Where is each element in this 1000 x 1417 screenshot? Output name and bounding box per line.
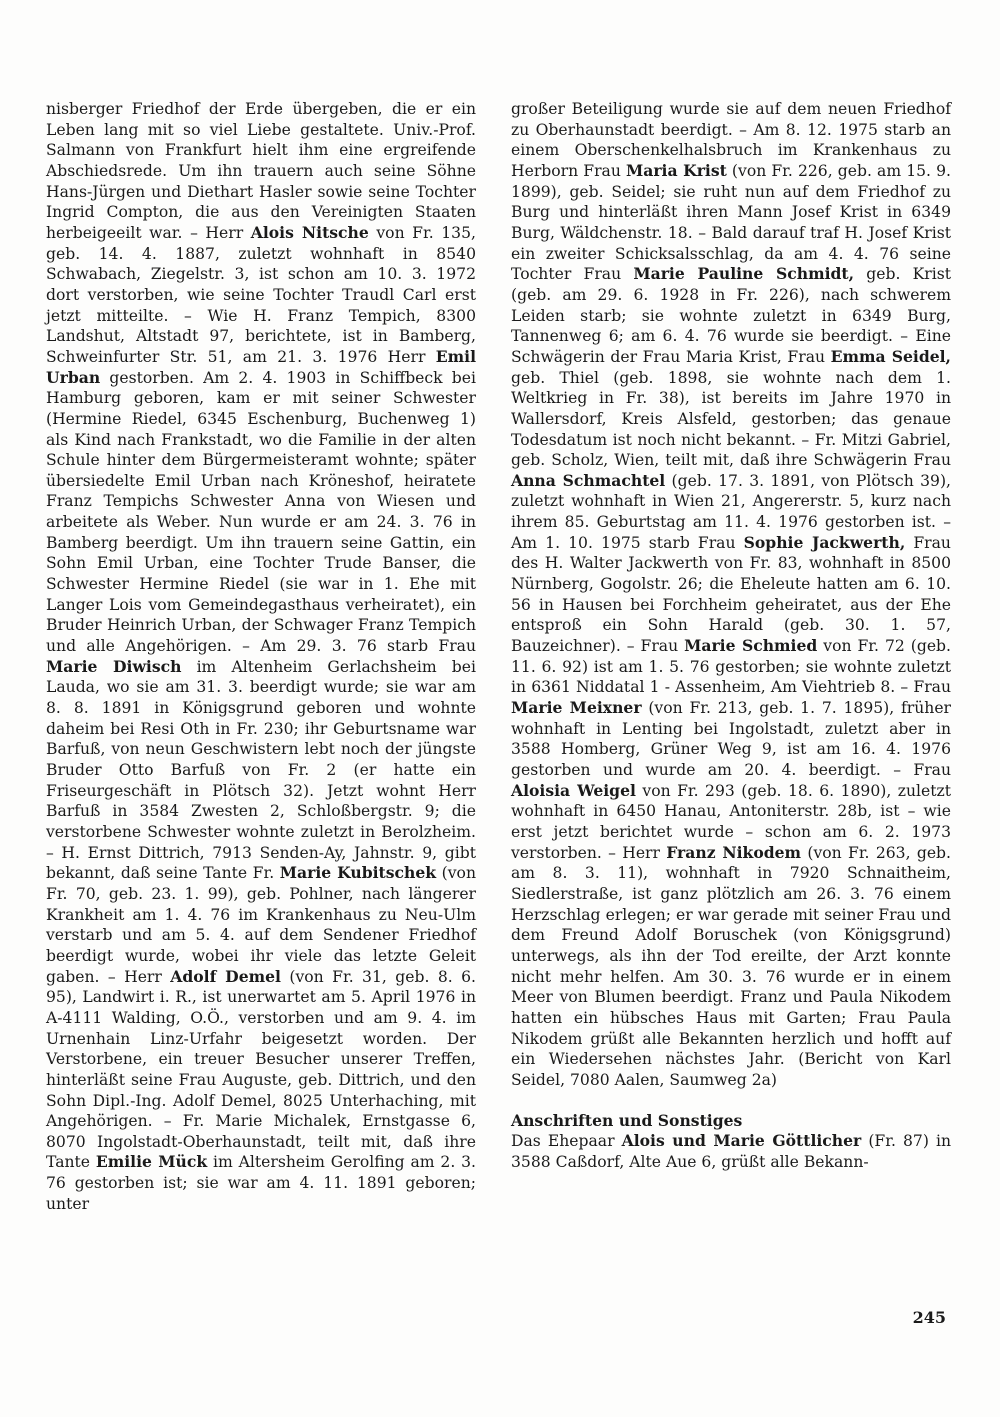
right-column [511, 99, 951, 1172]
name-marie-kubitschek: Marie Kubitschek [279, 863, 437, 883]
text-run: im Altersheim Gerolfing am 2. 3. 76 gestorben ist; sie war am 4. 11. 1891 geboren; unter [46, 1153, 477, 1213]
text-run: (geb. 17. 3. 1891, von Plötsch 39), zuletzt wohnhaft in Wien 21, Angererstr. 5, kurz nach ihrem 85. Geburtstag am 11. 4. 1976 gestorben ist. – Am 1. 10. 1975 starb Frau [511, 471, 951, 552]
text-run: im Altenheim Gerlachsheim bei Lauda, wo sie am 31. 3. beerdigt wurde; sie war am 8. 8. 1891 in Königsgrund geboren und wohnte daheim bei Resi Oth in Fr. 230; ihr Geburtsname war Barfuß, von neun Geschwistern lebt noch der jüngste Bruder Otto Barfuß von Fr. 2 (er hatte ein Friseurgeschäft in Plötsch 32). Jetzt wohnt Herr Barfuß in 3584 Zwesten 2, Schloßbergstr. 9; die verstorbene Schwester wohnte zuletzt in Berolzheim. – H. Ernst Dittrich, 7913 Senden-Ay, Jahnstr. 9, gibt bekannt, daß seine Tante Fr. [46, 657, 476, 883]
text-run: großer Beteiligung wurde sie auf dem neuen Friedhof zu Oberhaunstadt beerdigt. – Am 8. 12. 1975 starb an einem Oberschenkelhalsbruch im Krankenhaus zu Herborn Frau [511, 100, 951, 180]
text-run: (von Fr. 226, geb. am 15. 9. 1899), geb. Seidel; sie ruht nun auf dem Friedhof zu Burg und hinterläßt ihren Mann Josef Krist in 6349 Burg, Wäldchenstr. 18. – Bald darauf traf H. Josef Krist ein zweiter Schicksalsschlag, da am 4. 4. 76 seine Tochter Frau [511, 161, 951, 284]
name-adolf-demel: Adolf Demel [170, 966, 281, 986]
right-column-text [511, 99, 951, 1091]
text-run: gestorben. Am 2. 4. 1903 in Schiffbeck bei Hamburg geboren, kam er mit seiner Schwester (Hermine Riedel, 6345 Eschenburg, Buchenweg 1) als Kind nach Frankstadt, wo die Familie in der alten Schule hinter dem Bürgermeisteramt wohnte; später übersiedelte Emil Urban nach Kröneshof, heiratete Franz Tempichs Schwester Anna von Wiesen und arbeitete als Weber. Nun wurde er am 24. 3. 76 in Bamberg beerdigt. Um ihn trauern seine Gattin, ein Sohn Emil Urban, eine Tochter Trude Banser, die Schwester Hermine Riedel (sie war in 1. Ehe mit Langer Lois vom Gemeindegasthaus verheiratet), ein Bruder Heinrich Urban, der Schwager Franz Tempich und alle Angehörigen. – Am 29. 3. 76 starb Frau [46, 368, 476, 656]
text-run: geb. Thiel (geb. 1898, sie wohnte nach dem 1. Weltkrieg in Fr. 38), ist bereits im Jahre 1970 in Wallersdorf, Kreis Alsfeld, gestorben; das genaue Todesdatum ist noch nicht bekannt. – Fr. Mitzi Gabriel, geb. Scholz, Wien, teilt mit, daß ihre Schwägerin Frau [511, 368, 951, 470]
text-run: Das Ehepaar [511, 1132, 622, 1151]
text-run: von Fr. 293 (geb. 18. 6. 1890), zuletzt wohnhaft in 6450 Hanau, Antoniterstr. 28b, ist – wie erst jetzt berichtet wurde – schon am 6. 2. 1973 verstorben. – Herr [511, 781, 951, 862]
name-emma-seidel: Emma Seidel, [830, 346, 951, 366]
section-heading: Anschriften und Sonstiges [511, 1110, 743, 1130]
section-body [511, 1131, 951, 1172]
name-marie-pauline-schmidt: Marie Pauline Schmidt, [633, 264, 855, 284]
name-franz-nikodem: Franz Nikodem [666, 842, 802, 862]
text-run: nisberger Friedhof der Erde übergeben, die er ein Leben lang mit so viel Liebe gestaltete. Univ.-Prof. Salmann von Frankfurt hielt ihm eine ergreifende Abschiedsrede. Um ihn trauern auch seine Söhne Hans-Jürgen und Diethart Hasler sowie seine Tochter Ingrid Compton, die aus den Vereinigten Staaten herbeigeeilt war. – Herr [46, 100, 476, 242]
name-alois-nitsche: Alois Nitsche [250, 222, 369, 242]
name-sophie-jackwerth: Sophie Jackwerth, [743, 532, 906, 552]
text-run: (von Fr. 70, geb. 23. 1. 99), geb. Pohlner, nach längerer Krankheit am 1. 4. 76 im Krankenhaus zu Neu-Ulm verstarb und am 5. 4. auf dem Sendener Friedhof beerdigt wurde, wobei ihr viele das letzte Geleit gaben. – Herr [46, 864, 476, 986]
text-run: (von Fr. 263, geb. am 8. 3. 11), wohnhaft in 7920 Schnaitheim, Siedlerstraße, ist ganz plötzlich am 26. 3. 76 einem Herzschlag erlegen; er war gerade mit seiner Frau und dem Freund Adolf Boruschek (von Königsgrund) unterwegs, als ihn der Tod ereilte, der Arzt konnte nicht mehr helfen. Am 30. 3. 76 wurde er in einem Meer von Blumen beerdigt. Franz und Paula Nikodem hatten ein hübsches Haus mit Garten; Frau Paula Nikodem grüßt alle Bekannten herzlich und hofft auf ein Wiedersehen nächstes Jahr. (Bericht von Karl Seidel, 7080 Aalen, Saumweg 2a) [511, 843, 951, 1089]
text-run: (Fr. 87) in 3588 Caßdorf, Alte Aue 6, grüßt alle Bekann- [511, 1132, 952, 1171]
name-alois-marie-goettlicher: Alois und Marie Göttlicher [621, 1131, 862, 1151]
text-run: (von Fr. 213, geb. 1. 7. 1895), früher wohnhaft in Lenting bei Ingolstadt, zuletzt aber in 3588 Homberg, Grüner Weg 9, ist am 16. 4. 1976 gestorben und wurde am 20. 4. beerdigt. – Frau [511, 699, 952, 779]
left-column-text [46, 99, 476, 1214]
text-run: (von Fr. 31, geb. 8. 6. 95), Landwirt i. R., ist unerwartet am 5. April 1976 in A-4111 Walding, O.Ö., verstorben und am 9. 4. im Urnenhain Linz-Urfahr beigesetzt worden. Der Verstorbene, ein treuer Besucher unserer Treffen, hinterläßt seine Frau Auguste, geb. Dittrich, und den Sohn Dipl.-Ing. Adolf Demel, 8025 Unterhaching, mit Angehörigen. – Fr. Marie Michalek, Ernstgasse 6, 8070 Ingolstadt-Oberhaunstadt, teilt mit, daß ihre Tante [46, 967, 476, 1172]
name-marie-schmied: Marie Schmied [684, 636, 818, 656]
text-run: Frau des H. Walter Jackwerth von Fr. 83, wohnhaft in 8500 Nürnberg, Gogolstr. 26; die Eheleute hatten am 6. 10. 56 in Hausen bei Forchheim geheiratet, aus der Ehe entsproß ein Sohn Harald (geb. 30. 1. 57, Bauzeichner). – Frau [511, 533, 951, 656]
left-column [46, 99, 476, 1214]
name-marie-meixner: Marie Meixner [511, 698, 642, 718]
page-number: 245 [912, 1308, 946, 1327]
name-anna-schmachtel: Anna Schmachtel [511, 470, 666, 490]
name-marie-diwisch: Marie Diwisch [46, 656, 182, 676]
name-maria-krist: Maria Krist [625, 160, 727, 180]
name-emilie-mueck: Emilie Mück [95, 1152, 208, 1172]
text-run: geb. Krist (geb. am 29. 6. 1928 in Fr. 226), nach schwerem Leiden starb; sie wohnte zuletzt in 6349 Burg, Tannenweg 6; am 6. 4. 76 wurde sie beerdigt. – Eine Schwägerin der Frau Maria Krist, Frau [511, 265, 951, 366]
text-run: von Fr. 72 (geb. 11. 6. 92) ist am 1. 5. 76 gestorben; sie wohnte zuletzt in 6361 Niddatal 1 - Assenheim, Am Viehtrieb 8. – Frau [511, 637, 951, 697]
text-run: von Fr. 135, geb. 14. 4. 1887, zuletzt wohnhaft in 8540 Schwabach, Ziegelstr. 3, ist schon am 10. 3. 1972 dort verstorben, wie seine Tochter Traudl Carl erst jetzt mitteilte. – Wie H. Franz Tempich, 8300 Landshut, Altstadt 97, berichtete, ist in Bamberg, Schweinfurter Str. 51, am 21. 3. 1976 Herr [46, 223, 476, 366]
name-aloisia-weigel: Aloisia Weigel [511, 780, 636, 800]
name-emil-urban: Emil Urban [46, 346, 476, 387]
